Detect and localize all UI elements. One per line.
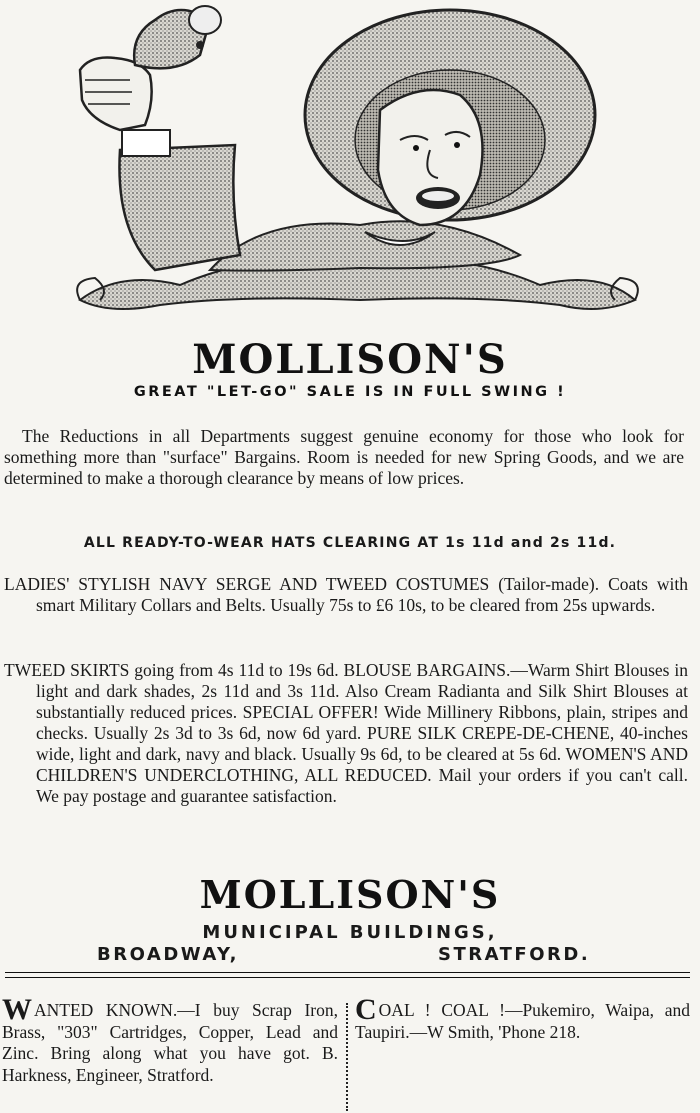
- drop-cap-c: C: [355, 993, 377, 1026]
- classified-coal: [355, 993, 690, 1043]
- address-municipal-buildings: MUNICIPAL BUILDINGS,: [202, 922, 498, 943]
- drop-cap-w: W: [2, 993, 32, 1026]
- sale-tagline: GREAT "LET-GO" SALE IS IN FULL SWING !: [133, 384, 567, 400]
- bell-ringer-illustration: [60, 0, 650, 335]
- footer-store-name: MOLLISON'S: [199, 872, 501, 917]
- costumes-paragraph: LADIES' STYLISH NAVY SERGE AND TWEED COSTUMES (Tailor-made). Coats with smart Military Collars and Belts. Usually 75s to £6 10s, to be cleared from 25s upwards.: [4, 574, 688, 615]
- section-divider: [5, 972, 690, 973]
- address-stratford: STRATFORD.: [438, 944, 591, 965]
- skirts-blouses-paragraph: TWEED SKIRTS going from 4s 11d to 19s 6d. BLOUSE BARGAINS.—Warm Shirt Blouses in light and dark shades, 2s 11d and 3s 11d. Also Cream Radianta and Silk Shirt Blouses at substantially reduced prices. SPECIAL OFFER! Wide Millinery Ribbons, plain, stripes and checks. Usually 2s 3d to 3s 6d, now 6d yard. PURE SILK CREPE-DE-CHENE, 40-inches wide, light and dark, navy and black. Usually 9s 6d, to be cleared at 5s 6d. WOMEN'S AND CHILDREN'S UNDERCLOTHING, ALL REDUCED. Mail your orders if you can't call. We pay postage and guarantee satisfaction.: [4, 660, 688, 806]
- classified-wanted-text: ANTED KNOWN.—I buy Scrap Iron, Brass, "303" Cartridges, Copper, Lead and Zinc. Bring along what you have got. B. Harkness, Engineer, Stratford.: [2, 1000, 338, 1085]
- classified-wanted-known: [2, 993, 338, 1086]
- column-separator: [346, 1003, 348, 1111]
- intro-paragraph: The Reductions in all Departments suggest genuine economy for those who look for something more than "surface" Bargains. Room is needed for new Spring Goods, and we are determined to make a thorough clearance by means of low prices.: [4, 426, 684, 488]
- address-broadway: BROADWAY,: [97, 944, 239, 965]
- hats-clearing-line: ALL READY-TO-WEAR HATS CLEARING AT 1s 11d and 2s 11d.: [83, 535, 617, 551]
- section-divider-double: [5, 977, 690, 978]
- classified-coal-text: OAL ! COAL !—Pukemiro, Waipa, and Taupiri.—W Smith, 'Phone 218.: [355, 1000, 690, 1042]
- store-name-heading: MOLLISON'S: [192, 336, 508, 383]
